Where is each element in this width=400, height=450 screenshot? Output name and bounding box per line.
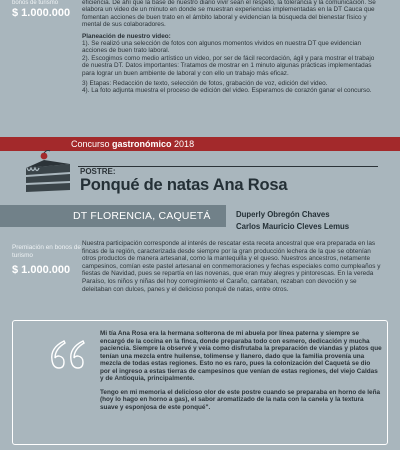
dessert-divider [78, 166, 378, 167]
team-member-1: Duperly Obregón Chaves [236, 210, 330, 219]
top-paragraph: eficiencia. De ahí que la base de nuestro diario vivir sean el respeto, la tolerancia y la comunicación. Se elabora un video de un minuto en donde se muestran experiencias implementadas en la DT Cauca que fomentan acciones de buen trato en el ámbito laboral y evidencian la búsqueda del bienestar físico y mental de sus colaboradores. [82, 0, 376, 29]
plan-step-1: 1). Se realizó una selección de fotos con algunos momentos vividos en nuestra DT que evidencian acciones de buen trato laboral. [82, 40, 362, 55]
prize-block [12, 244, 82, 276]
team-member-2: Carlos Mauricio Cleves Lemus [236, 222, 350, 231]
top-prize-label: bonos de turismo [12, 0, 59, 6]
prize-amount: $ 1.000.000 [12, 264, 71, 276]
plan-step-4: 4). La foto adjunta muestra el proceso de edición del video. Esperamos de corazón ganar el concurso. [82, 87, 372, 95]
quote-paragraph-2: Tengo en mi memoria el delicioso olor de este postre cuando se preparaba en horno de leña (hoy lo hago en horno a gas), el sabor aromatizado de la nata con la canela y la textura suave y esponjosa de este ponqué". [100, 388, 381, 411]
quote-mark-icon [48, 338, 88, 372]
team-members [236, 209, 349, 233]
prize-label: Premiación en bonos de turismo [12, 244, 81, 259]
dessert-name: Ponqué de natas Ana Rosa [80, 176, 288, 194]
plan-step-2: 2). Escogimos como medio artístico un video, por ser de fácil recordación, ágil y para mostrar el trabajo de nuestra DT. Datos importantes: Tratamos de mostrar en 1 minuto algunas prácticas implementadas para lograr un buen ambiente de laboral y con ello un trabajo más eficaz. [82, 54, 375, 77]
plan-step-3: 3) Etapas: Redacción de texto, selección de fotos, grabación de voz, edición del video. [82, 80, 328, 88]
plan-heading: Planeación de nuestro video: [82, 32, 171, 40]
banner-bold: gastronómico [112, 139, 172, 149]
contest-banner [0, 137, 400, 151]
quote-paragraph-1: Mi tía Ana Rosa era la hermana solterona de mi abuela por línea paterna y siempre se encargó de la cocina en la finca, donde preparaba todo con esmero, dedicación y mucha paciencia. Siempre la observé y veía como disfrutaba la preparación de viandas y platos que tenían una mezcla entre huilense, tolimense y llanero, dado que la familia provenía una mezcla de todas estas regiones. Esto no es raro, pues la colonización del Caquetá se dio por el ingreso a estas tierras de campesinos que venían de estas regiones, del viejo Caldas y de Antioquia, principalmente. [100, 330, 382, 382]
banner-prefix: Concurso [71, 139, 113, 149]
top-prize-block [0, 0, 78, 28]
body-paragraph: Nuestra participación corresponde al interés de rescatar esta receta ancestral que era preparada en las fincas de la región, caracterizada desde siempre por la gran producción lechera de la que se obtenían otros productos de manera artesanal, como la mantequilla y el queso. Nuestros ancestros, netamente campesinos, comían este pastel artesanal en conmemoraciones y fechas especiales como cumpleaños y fiestas de Navidad, pues se repartía en las novenas, que eran muy alegres y pintorescas. En la vereda Paraíso, los niños y niñas del hoy corregimiento el Caraño, cantaban, rezaban con devoción y se deleitaban con dulces, panes y el delicioso ponqué de natas, entre otros. [82, 240, 381, 293]
banner-suffix: 2018 [171, 139, 195, 149]
top-prize-amount: $ 1.000.000 [12, 7, 71, 19]
cake-slice-icon [22, 150, 74, 196]
quote-text [100, 330, 382, 417]
dt-location-bar: DT FLORENCIA, CAQUETÁ [0, 205, 226, 227]
dessert-label: POSTRE: [80, 167, 116, 176]
top-description [82, 0, 382, 99]
